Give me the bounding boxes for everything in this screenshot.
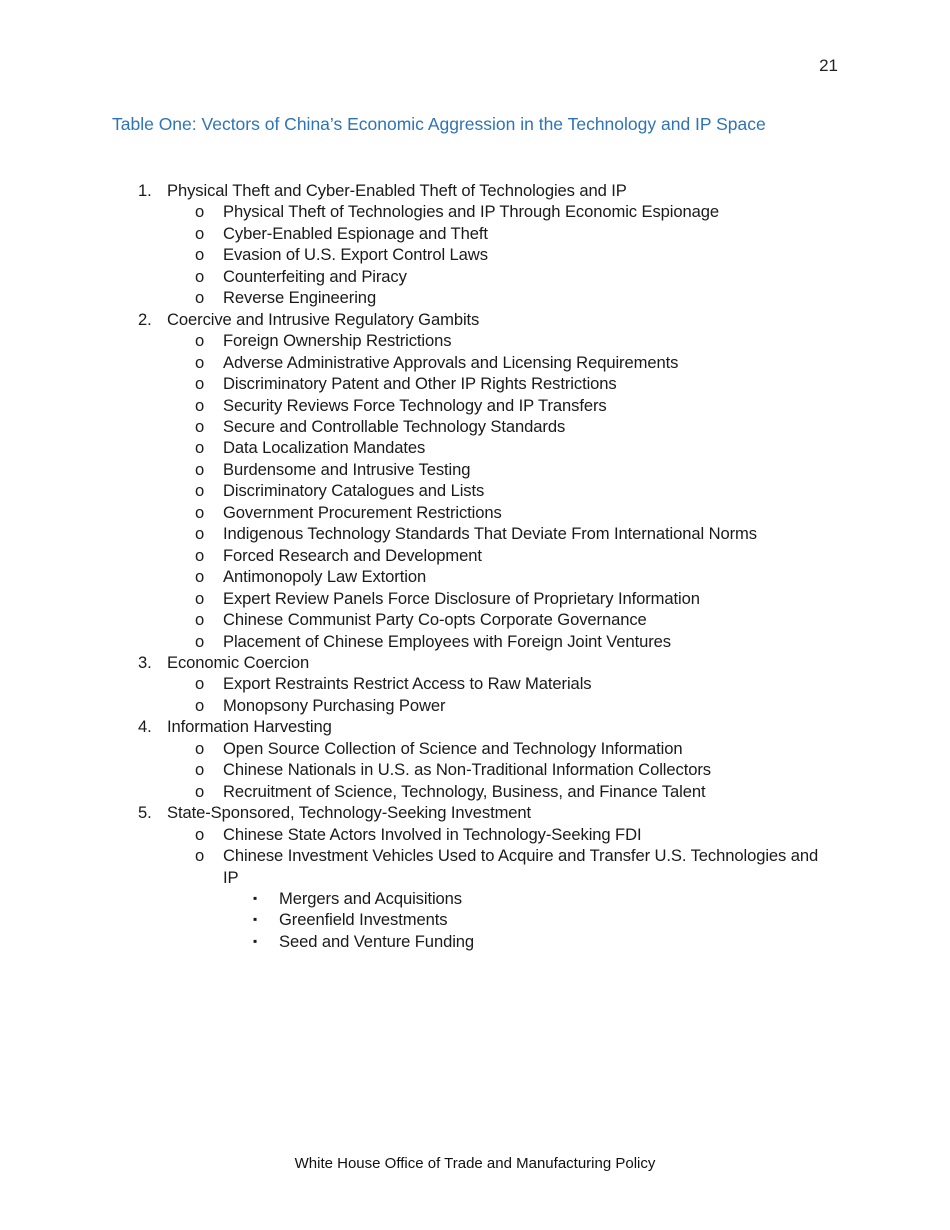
section-number: 3. xyxy=(138,652,152,672)
list-item xyxy=(0,845,950,888)
item-label: Export Restraints Restrict Access to Raw Materials xyxy=(223,674,592,694)
sub-list-item xyxy=(0,931,950,952)
list-item xyxy=(0,566,950,587)
item-label: Open Source Collection of Science and Technology Information xyxy=(223,738,683,758)
list-item xyxy=(0,223,950,244)
list-item xyxy=(0,266,950,287)
section-label: Information Harvesting xyxy=(167,717,332,737)
list-item xyxy=(0,824,950,845)
list-item xyxy=(0,609,950,630)
item-label: Antimonopoly Law Extortion xyxy=(223,567,427,587)
bullet-circle-icon: o xyxy=(195,223,205,243)
list-item xyxy=(0,781,950,802)
list-item xyxy=(0,738,950,759)
section-label: Coercive and Intrusive Regulatory Gambits xyxy=(167,309,480,329)
section-label: Economic Coercion xyxy=(167,652,310,672)
page-footer: White House Office of Trade and Manufacturing Policy xyxy=(294,1155,656,1172)
bullet-circle-icon: o xyxy=(195,459,205,479)
list-item xyxy=(0,545,950,566)
item-label: Foreign Ownership Restrictions xyxy=(223,331,452,351)
item-label: Physical Theft of Technologies and IP Through Economic Espionage xyxy=(223,202,720,222)
item-label: Chinese Communist Party Co-opts Corporate Governance xyxy=(223,610,647,630)
list-item xyxy=(0,695,950,716)
item-label: Expert Review Panels Force Disclosure of Proprietary Information xyxy=(223,588,700,608)
bullet-circle-icon: o xyxy=(195,266,205,286)
bullet-circle-icon: o xyxy=(195,588,205,608)
list-item xyxy=(0,244,950,265)
item-label: Cyber-Enabled Espionage and Theft xyxy=(223,223,488,243)
list-item xyxy=(0,201,950,222)
bullet-circle-icon: o xyxy=(195,524,205,544)
item-label: Government Procurement Restrictions xyxy=(223,502,502,522)
section-2 xyxy=(0,309,950,330)
bullet-circle-icon: o xyxy=(195,824,205,844)
section-number: 1. xyxy=(138,181,152,200)
section-label: Physical Theft and Cyber-Enabled Theft of Technologies and IP xyxy=(167,181,627,200)
list-item xyxy=(0,523,950,544)
item-label: Discriminatory Catalogues and Lists xyxy=(223,481,485,501)
bullet-circle-icon: o xyxy=(195,695,205,715)
item-label: Monopsony Purchasing Power xyxy=(223,695,446,715)
table-title: Table One: Vectors of China’s Economic Aggression in the Technology and IP Space xyxy=(112,114,766,134)
list-item xyxy=(0,287,950,308)
bullet-circle-icon: o xyxy=(195,481,205,501)
bullet-square-icon: ▪ xyxy=(253,912,258,927)
bullet-circle-icon: o xyxy=(195,674,205,694)
item-label: Burdensome and Intrusive Testing xyxy=(223,459,471,479)
bullet-circle-icon: o xyxy=(195,738,205,758)
list-item xyxy=(0,459,950,480)
item-label: Evasion of U.S. Export Control Laws xyxy=(223,245,488,265)
list-item xyxy=(0,480,950,501)
bullet-circle-icon: o xyxy=(195,288,205,308)
list-item xyxy=(0,373,950,394)
list-item xyxy=(0,395,950,416)
item-label: Indigenous Technology Standards That Deviate From International Norms xyxy=(223,524,757,544)
vector-outline xyxy=(0,180,950,952)
section-number: 2. xyxy=(138,309,152,329)
list-item xyxy=(0,330,950,351)
list-item xyxy=(0,416,950,437)
bullet-circle-icon: o xyxy=(195,846,205,866)
item-label: Adverse Administrative Approvals and Licensing Requirements xyxy=(223,352,679,372)
item-label: Recruitment of Science, Technology, Business, and Finance Talent xyxy=(223,781,706,801)
bullet-circle-icon: o xyxy=(195,760,205,780)
item-label: Security Reviews Force Technology and IP Transfers xyxy=(223,395,607,415)
bullet-circle-icon: o xyxy=(195,631,205,651)
list-item xyxy=(0,631,950,652)
sub-list-item xyxy=(0,909,950,930)
item-label: Discriminatory Patent and Other IP Rights Restrictions xyxy=(223,374,617,394)
bullet-circle-icon: o xyxy=(195,331,205,351)
list-item xyxy=(0,673,950,694)
item-label: Reverse Engineering xyxy=(223,288,377,308)
bullet-circle-icon: o xyxy=(195,416,205,436)
bullet-circle-icon: o xyxy=(195,781,205,801)
bullet-circle-icon: o xyxy=(195,245,205,265)
section-number: 4. xyxy=(138,717,152,737)
item-label: Chinese Nationals in U.S. as Non-Traditional Information Collectors xyxy=(223,760,711,780)
bullet-circle-icon: o xyxy=(195,502,205,522)
list-item xyxy=(0,759,950,780)
item-label: Chinese Investment Vehicles Used to Acquire and Transfer U.S. Technologies and IP xyxy=(223,846,819,887)
section-label: State-Sponsored, Technology-Seeking Investment xyxy=(167,803,532,823)
item-label: Seed and Venture Funding xyxy=(279,931,475,951)
bullet-circle-icon: o xyxy=(195,545,205,565)
item-label: Forced Research and Development xyxy=(223,545,482,565)
item-label: Data Localization Mandates xyxy=(223,438,426,458)
page-number: 21 xyxy=(819,56,838,75)
bullet-circle-icon: o xyxy=(195,567,205,587)
bullet-square-icon: ▪ xyxy=(253,890,258,905)
list-item xyxy=(0,437,950,458)
section-number: 5. xyxy=(138,803,152,823)
item-label: Mergers and Acquisitions xyxy=(279,888,462,908)
list-item xyxy=(0,588,950,609)
bullet-circle-icon: o xyxy=(195,610,205,630)
bullet-circle-icon: o xyxy=(195,395,205,415)
item-label: Secure and Controllable Technology Standards xyxy=(223,416,566,436)
section-1 xyxy=(0,180,950,201)
bullet-circle-icon: o xyxy=(195,352,205,372)
list-item xyxy=(0,352,950,373)
section-4 xyxy=(0,716,950,737)
item-label: Greenfield Investments xyxy=(279,910,448,930)
bullet-square-icon: ▪ xyxy=(253,933,258,948)
bullet-circle-icon: o xyxy=(195,202,205,222)
section-5 xyxy=(0,802,950,823)
list-item xyxy=(0,502,950,523)
section-3 xyxy=(0,652,950,673)
item-label: Chinese State Actors Involved in Technology-Seeking FDI xyxy=(223,824,642,844)
bullet-circle-icon: o xyxy=(195,438,205,458)
bullet-circle-icon: o xyxy=(195,374,205,394)
item-label: Counterfeiting and Piracy xyxy=(223,266,407,286)
sub-list-item xyxy=(0,888,950,909)
item-label: Placement of Chinese Employees with Foreign Joint Ventures xyxy=(223,631,672,651)
